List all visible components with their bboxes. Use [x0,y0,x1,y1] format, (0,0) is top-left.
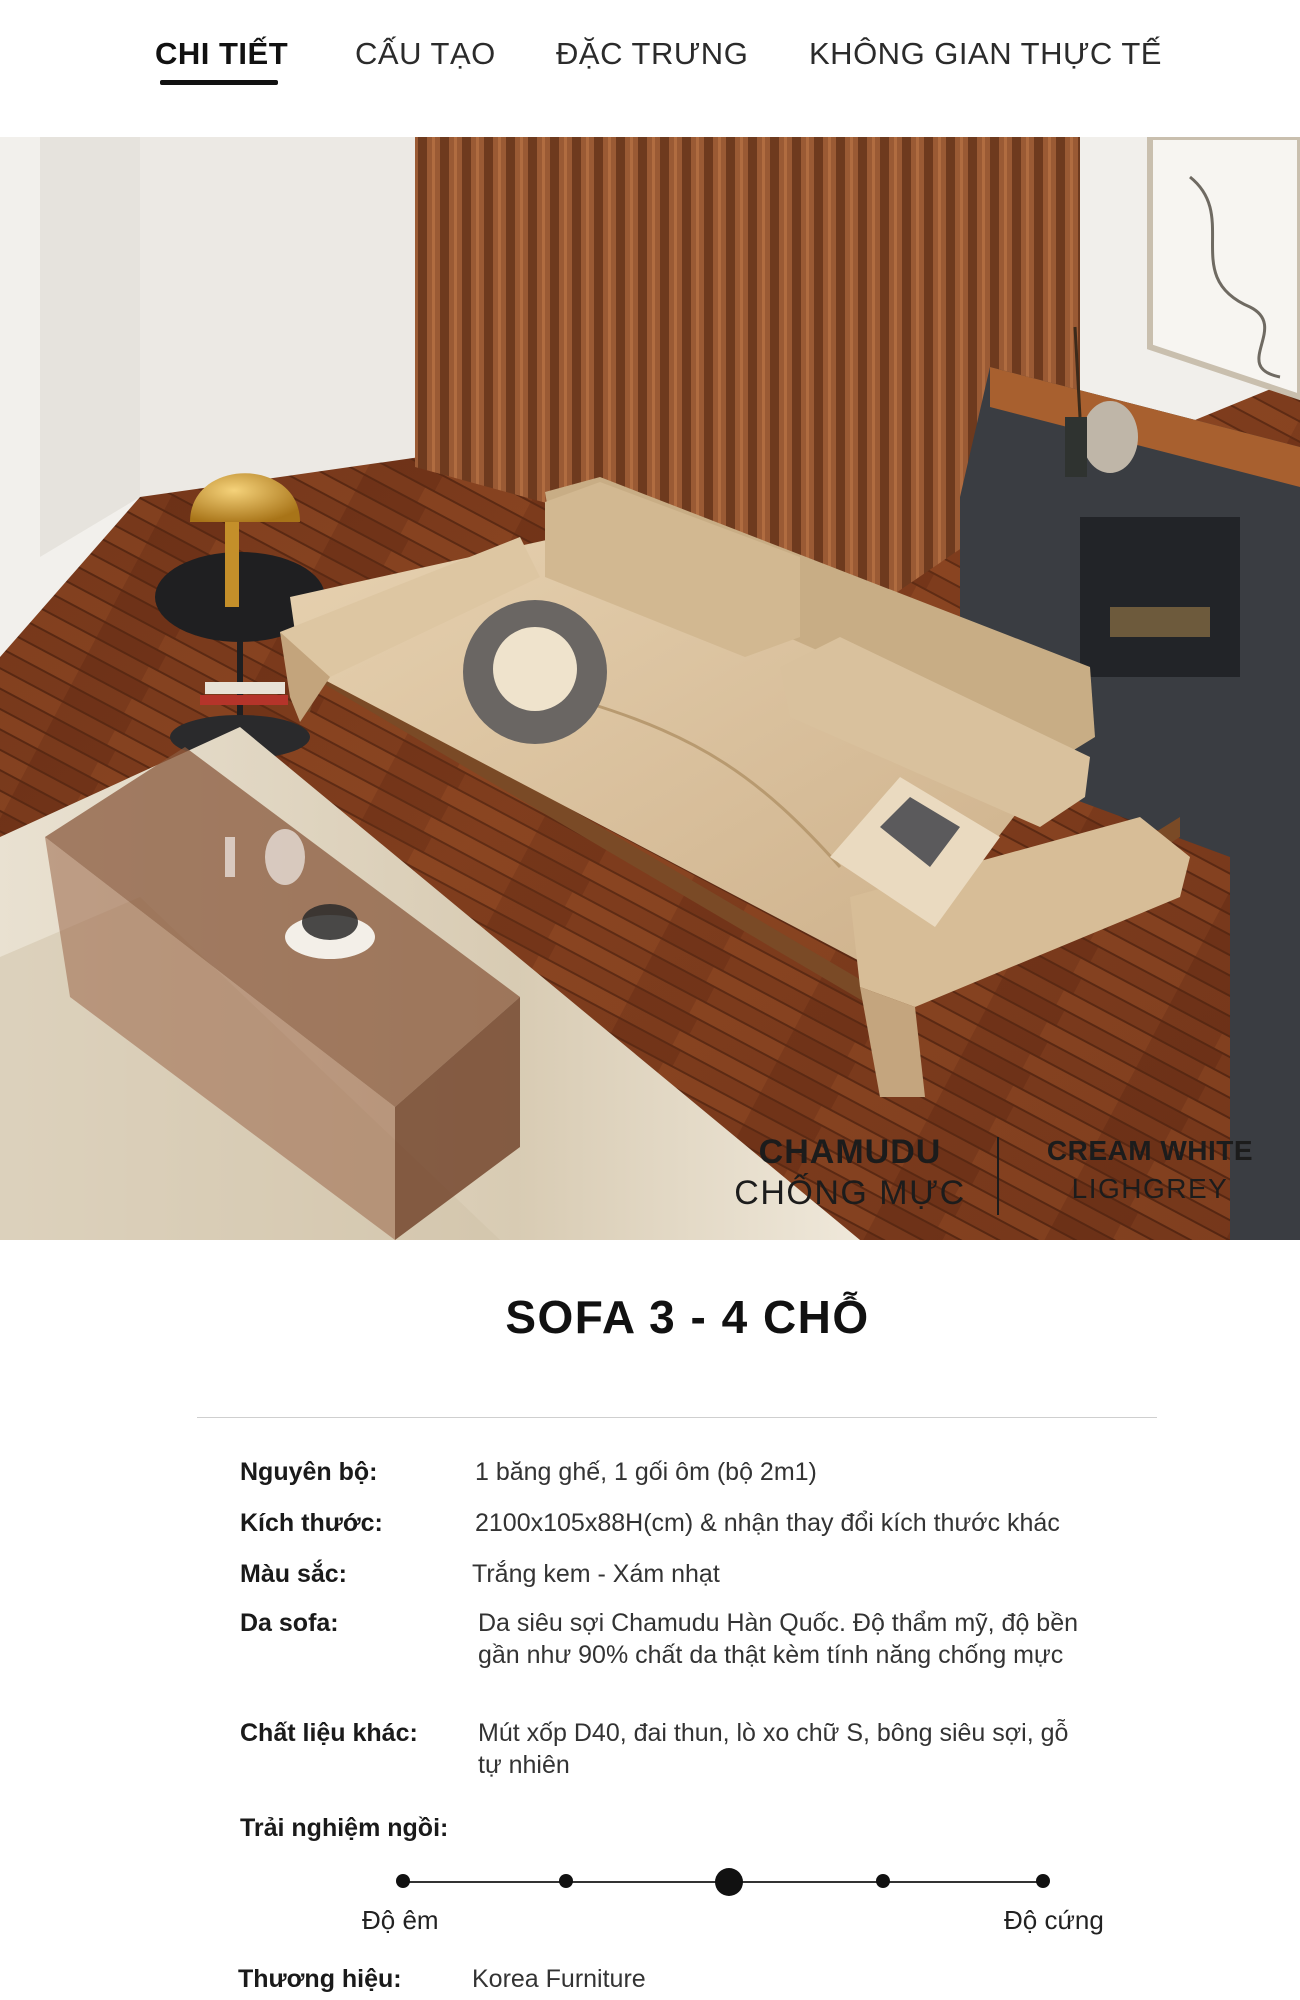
hero-product-image [0,137,1300,1240]
material-caption [720,1133,980,1213]
tab-cau-tao[interactable]: CẤU TẠO [355,36,496,71]
spec-value: 2100x105x88H(cm) & nhận thay đổi kích thước khác [475,1509,1060,1537]
spec-value: Mút xốp D40, đai thun, lò xo chữ S, bông siêu sợi, gỗ tự nhiên [478,1719,1069,1779]
tab-chi-tiet[interactable]: CHI TIẾT [155,36,289,71]
spec-value: Trắng kem - Xám nhạt [472,1560,720,1588]
comfort-level-5 [1036,1874,1050,1888]
material-feature: CHỐNG MỰC [734,1174,966,1212]
caption-divider [997,1137,999,1215]
living-room-illustration [0,137,1300,1240]
color-primary: CREAM WHITE [1046,1135,1254,1166]
tab-dac-trung[interactable]: ĐẶC TRƯNG [556,36,749,71]
comfort-level-4 [876,1874,890,1888]
brand-label: Thương hiệu: [238,1965,402,1993]
color-caption [1030,1135,1270,1205]
spec-value: Da siêu sợi Chamudu Hàn Quốc. Độ thẩm mỹ, độ bền gần như 90% chất da thật kèm tính năng chống mực [478,1609,1079,1669]
material-name: CHAMUDU [758,1133,942,1171]
tab-khong-gian-thuc-te[interactable]: KHÔNG GIAN THỰC TẾ [809,36,1162,71]
brand-value: Korea Furniture [472,1965,646,1993]
spec-label: Da sofa: [240,1609,339,1637]
title-divider [197,1417,1157,1418]
spec-label: Màu sắc: [240,1560,347,1588]
spec-value: 1 băng ghế, 1 gối ôm (bộ 2m1) [475,1458,817,1486]
experience-label: Trải nghiệm ngồi: [240,1814,449,1842]
tab-bar [0,0,1300,137]
active-tab-indicator [160,80,278,85]
comfort-level-3-selected [715,1868,743,1896]
scale-low-label: Độ êm [362,1905,439,1935]
comfort-level-1 [396,1874,410,1888]
product-title: SOFA 3 - 4 CHỖ [505,1291,870,1343]
scale-high-label: Độ cứng [1004,1905,1104,1935]
comfort-scale [396,1862,1056,1892]
spec-label: Nguyên bộ: [240,1458,378,1486]
spec-label: Chất liệu khác: [240,1719,418,1747]
comfort-level-2 [559,1874,573,1888]
spec-label: Kích thước: [240,1509,383,1537]
color-secondary: LIGHGREY [1071,1173,1229,1204]
